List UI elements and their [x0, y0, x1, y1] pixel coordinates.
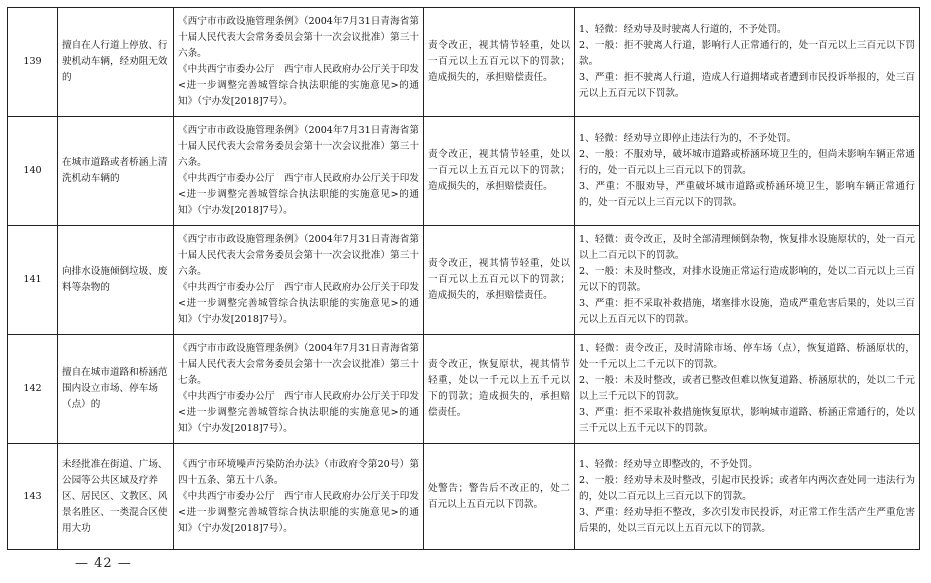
penalty-provision: 责令改正，视其情节轻重，处以一百元以上五百元以下的罚款；造成损失的，承担赔偿责任。 — [424, 226, 575, 335]
discretion-item: 2、一般：未及时整改，或者已整改但难以恢复道路、桥涵原状的，处以二千元以上三千元以下的罚款。 — [579, 375, 915, 402]
violation-act: 擅自在人行道上停放、行驶机动车辆，经劝阻无效的 — [58, 8, 174, 117]
row-number: 142 — [8, 335, 58, 444]
row-number: 139 — [8, 8, 58, 117]
legal-basis-cell — [174, 335, 424, 444]
table-row — [8, 335, 920, 444]
legal-basis-item: 《中共西宁市委办公厅 西宁市人民政府办公厅关于印发<进一步调整完善城管综合执法职能的实施意见>的通知》（宁办发[2018]7号）。 — [178, 282, 419, 325]
table-row — [8, 8, 920, 117]
legal-basis-item: 《西宁市环境噪声污染防治办法》（市政府令第20号）第四十五条、第五十八条。 — [178, 458, 419, 486]
discretion-item: 3、严重：经劝导拒不整改，多次引发市民投诉，对正常工作生活产生严重危害后果的，处以三百元以上五百元以下的罚款。 — [579, 506, 915, 534]
discretion-item: 1、轻微：责令改正，及时清除市场、停车场（点），恢复道路、桥涵原状的，处一千元以上二千元以下的罚款。 — [579, 343, 915, 370]
row-number: 143 — [8, 444, 58, 550]
page-number: — 42 — — [75, 556, 132, 571]
table-row — [8, 226, 920, 335]
row-number: 141 — [8, 226, 58, 335]
discretion-standard-cell — [575, 117, 920, 226]
row-number: 140 — [8, 117, 58, 226]
regulation-table — [7, 7, 920, 550]
penalty-provision: 责令改正，视其情节轻重，处以一百元以上五百元以下的罚款；造成损失的，承担赔偿责任。 — [424, 117, 575, 226]
table-body — [8, 8, 920, 550]
violation-act: 未经批准在街道、广场、公园等公共区域及疗养区、居民区、文教区、风景名胜区、一类混合区使用大功 — [58, 444, 174, 550]
discretion-item: 2、一般：未及时整改，对排水设施正常运行造成影响的，处以二百元以上三百元以下的罚款。 — [579, 266, 915, 293]
discretion-item: 1、轻微：责令改正，及时全部清理倾倒杂物，恢复排水设施原状的，处一百元以上二百元以下的罚款。 — [579, 234, 915, 261]
legal-basis-item: 《西宁市市政设施管理条例》（2004年7月31日青海省第十届人民代表大会常务委员会第十一次会议批准）第三十六条。 — [178, 125, 419, 168]
legal-basis-cell — [174, 226, 424, 335]
discretion-item: 3、严重：拒不采取补救措施，堵塞排水设施，造成严重危害后果的，处以三百元以上五百元以下的罚款。 — [579, 298, 915, 325]
legal-basis-cell — [174, 8, 424, 117]
discretion-item: 3、严重：不服劝导，严重破坏城市道路或桥涵环境卫生，影响车辆正常通行的，处一百元以上三百元以下的罚款。 — [579, 181, 915, 208]
table-row — [8, 117, 920, 226]
table-row — [8, 444, 920, 550]
discretion-item: 2、一般：经劝导未及时整改，引起市民投诉；或者年内两次查处同一违法行为的，处以二百元以上三百元以下的罚款。 — [579, 474, 915, 502]
legal-basis-cell — [174, 444, 424, 550]
discretion-item: 1、轻微：经劝导立即整改的，不予处罚。 — [579, 458, 758, 470]
violation-act: 在城市道路或者桥涵上清洗机动车辆的 — [58, 117, 174, 226]
discretion-item: 1、轻微：经劝导及时驶离人行道的，不予处罚。 — [579, 24, 787, 35]
discretion-item: 3、严重：拒不驶离人行道，造成人行道拥堵或者遭到市民投诉举报的，处三百元以上五百元以下罚款。 — [579, 72, 915, 99]
penalty-provision: 责令改正，视其情节轻重，处以一百元以上五百元以下的罚款；造成损失的，承担赔偿责任。 — [424, 8, 575, 117]
discretion-item: 1、轻微：经劝导立即停止违法行为的，不予处罚。 — [579, 133, 797, 144]
violation-act: 向排水设施倾倒垃圾、废料等杂物的 — [58, 226, 174, 335]
legal-basis-item: 《中共西宁市委办公厅 西宁市人民政府办公厅关于印发<进一步调整完善城管综合执法职能的实施意见>的通知》（宁办发[2018]7号）。 — [178, 64, 419, 107]
legal-basis-item: 《西宁市市政设施管理条例》（2004年7月31日青海省第十届人民代表大会常务委员会第十一次会议批准）第三十六条。 — [178, 16, 419, 59]
discretion-item: 2、一般：拒不驶离人行道，影响行人正常通行的，处一百元以上三百元以下罚款。 — [579, 40, 915, 67]
discretion-standard-cell — [575, 444, 920, 550]
legal-basis-cell — [174, 117, 424, 226]
legal-basis-item: 《西宁市市政设施管理条例》（2004年7月31日青海省第十届人民代表大会常务委员会第十一次会议批准）第三十六条。 — [178, 234, 419, 277]
legal-basis-item: 《中共西宁市委办公厅 西宁市人民政府办公厅关于印发<进一步调整完善城管综合执法职能的实施意见>的通知》（宁办发[2018]7号）。 — [178, 391, 419, 434]
discretion-standard-cell — [575, 226, 920, 335]
penalty-provision: 处警告；警告后不改正的，处二百元以上五百元以下罚款。 — [424, 444, 575, 550]
legal-basis-item: 《西宁市市政设施管理条例》（2004年7月31日青海省第十届人民代表大会常务委员会第十一次会议批准）第三十七条。 — [178, 343, 419, 386]
discretion-item: 2、一般：不服劝导，破坏城市道路或桥涵环境卫生的，但尚未影响车辆正常通行的，处一百元以上三百元以下的罚款。 — [579, 149, 915, 176]
violation-act: 擅自在城市道路和桥涵范围内设立市场、停车场（点）的 — [58, 335, 174, 444]
discretion-item: 3、严重：拒不采取补救措施恢复原状，影响城市道路、桥涵正常通行的，处以三千元以上五千元以下的罚款。 — [579, 407, 915, 434]
discretion-standard-cell — [575, 8, 920, 117]
penalty-provision: 责令改正，恢复原状，视其情节轻重，处以一千元以上五千元以下的罚款；造成损失的，承担赔偿责任。 — [424, 335, 575, 444]
legal-basis-item: 《中共西宁市委办公厅 西宁市人民政府办公厅关于印发<进一步调整完善城管综合执法职能的实施意见>的通知》（宁办发[2018]7号）。 — [178, 490, 419, 534]
legal-basis-item: 《中共西宁市委办公厅 西宁市人民政府办公厅关于印发<进一步调整完善城管综合执法职能的实施意见>的通知》（宁办发[2018]7号）。 — [178, 173, 419, 216]
discretion-standard-cell — [575, 335, 920, 444]
